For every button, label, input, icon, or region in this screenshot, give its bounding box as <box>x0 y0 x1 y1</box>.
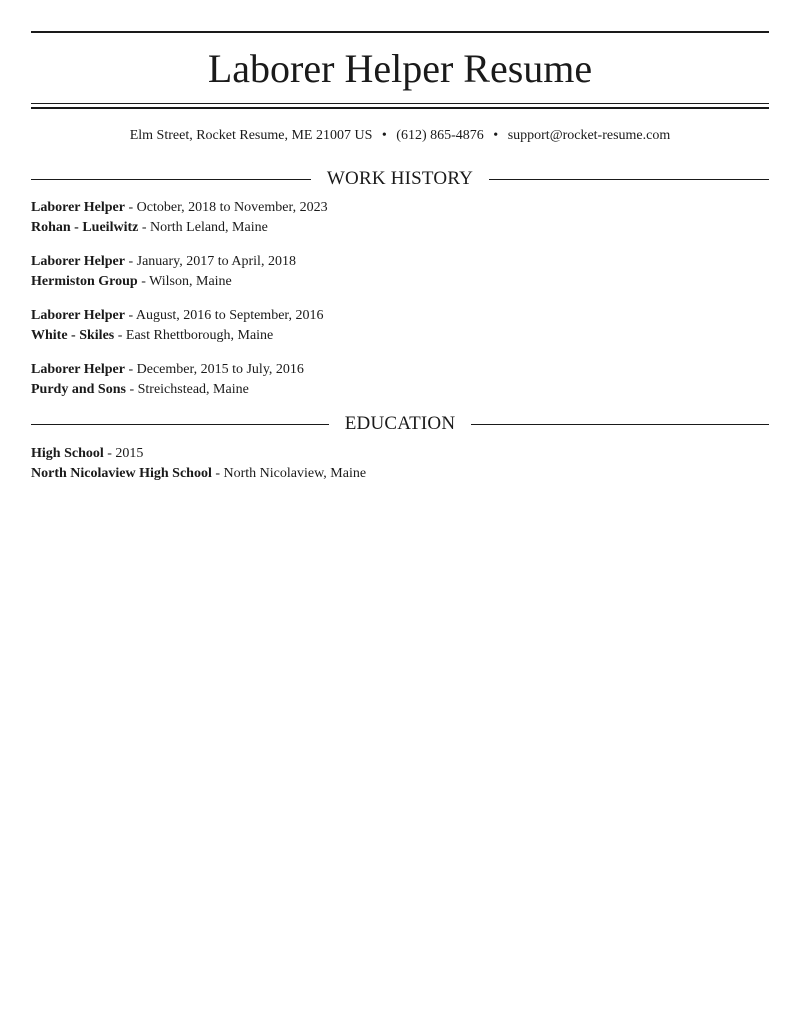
dash: - <box>124 362 137 377</box>
work-location: Streichstead, Maine <box>137 382 249 397</box>
work-entry-title-line <box>31 252 769 272</box>
work-location: North Leland, Maine <box>150 220 268 235</box>
contact-email: support@rocket-resume.com <box>507 128 671 143</box>
work-entry-company-line <box>31 272 769 292</box>
contact-phone: (612) 865-4876 <box>396 128 484 143</box>
dash: - <box>124 308 136 323</box>
work-entry-title-line <box>31 306 769 326</box>
heading-rule-right <box>489 179 769 180</box>
dash: - <box>125 382 138 397</box>
work-entry-title-line <box>31 198 769 218</box>
work-location: East Rhettborough, Maine <box>125 328 274 343</box>
work-position: Laborer Helper <box>31 308 125 323</box>
work-position: Laborer Helper <box>31 362 125 377</box>
work-company: Purdy and Sons <box>31 382 126 397</box>
dash: - <box>211 466 224 481</box>
work-position: Laborer Helper <box>31 254 125 269</box>
work-entry-company-line <box>31 218 769 238</box>
education-school-line <box>31 464 769 484</box>
work-history-list <box>31 198 769 400</box>
resume-title: Laborer Helper Resume <box>207 46 593 91</box>
work-history-heading <box>31 167 769 191</box>
work-company: Rohan - Lueilwitz <box>31 220 139 235</box>
education-degree-line <box>31 444 769 464</box>
work-entry-title-line <box>31 360 769 380</box>
work-dates: January, 2017 to April, 2018 <box>136 254 296 269</box>
education-entry <box>31 444 769 484</box>
education-degree: High School <box>31 446 104 461</box>
work-entry-company-line <box>31 326 769 346</box>
contact-line <box>31 126 769 146</box>
education-school: North Nicolaview High School <box>31 466 212 481</box>
contact-address: Elm Street, Rocket Resume, ME 21007 US <box>129 128 373 143</box>
contact-separator: • <box>381 128 387 143</box>
dash: - <box>137 274 150 289</box>
title-double-rule <box>31 103 769 109</box>
dash: - <box>124 254 137 269</box>
work-company: Hermiston Group <box>31 274 138 289</box>
education-location: North Nicolaview, Maine <box>223 466 367 481</box>
education-year: 2015 <box>115 446 144 461</box>
education-heading <box>31 412 769 436</box>
heading-rule-right <box>471 424 769 425</box>
education-list <box>31 444 769 484</box>
dash: - <box>114 328 126 343</box>
heading-rule-left <box>31 424 329 425</box>
work-position: Laborer Helper <box>31 200 125 215</box>
work-dates: December, 2015 to July, 2016 <box>136 362 304 377</box>
work-history-label: WORK HISTORY <box>326 168 474 189</box>
work-entry-company-line <box>31 380 769 400</box>
work-entry <box>31 198 769 238</box>
dash: - <box>138 220 151 235</box>
work-entry <box>31 252 769 292</box>
work-company: White - Skiles <box>31 328 115 343</box>
heading-rule-left <box>31 179 311 180</box>
dash: - <box>103 446 116 461</box>
work-dates: August, 2016 to September, 2016 <box>135 308 324 323</box>
education-label: EDUCATION <box>344 413 456 434</box>
work-entry <box>31 306 769 346</box>
dash: - <box>124 200 137 215</box>
contact-separator: • <box>493 128 499 143</box>
resume-page <box>31 31 769 498</box>
work-dates: October, 2018 to November, 2023 <box>136 200 328 215</box>
work-location: Wilson, Maine <box>149 274 232 289</box>
work-entry <box>31 360 769 400</box>
